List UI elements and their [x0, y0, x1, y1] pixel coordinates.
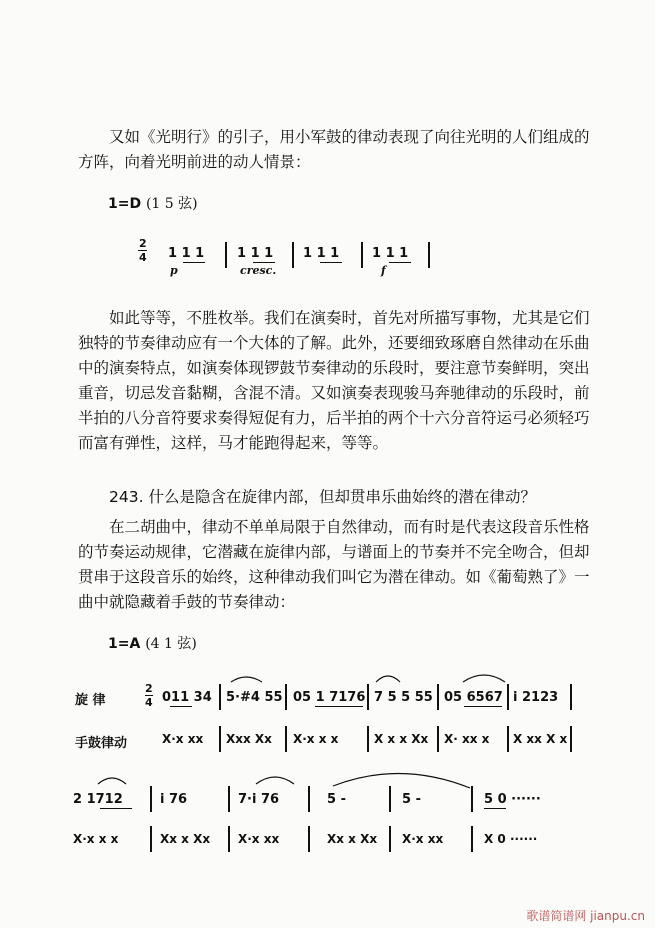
barline	[308, 826, 310, 852]
melody-measure: 7·i 76	[238, 792, 280, 807]
score2-tuning: (4 1 弦)	[145, 636, 197, 652]
barline	[471, 786, 473, 812]
score1-time-bottom: 4	[139, 251, 147, 264]
melody-measure: 7 5 5 55	[374, 690, 433, 705]
score1-tuning: (1 5 弦)	[145, 196, 198, 212]
paragraph-intro: 又如《光明行》的引子，用小军鼓的律动表现了向往光明的人们组成的方阵，向着光明前进的动人情景：	[78, 128, 590, 171]
score1-key-text: 1=D	[108, 196, 142, 212]
melody-measure: 05 6567	[444, 690, 503, 705]
barline	[389, 786, 391, 812]
melody-measure: 5 -	[327, 792, 346, 807]
paragraph-explanation: 如此等等，不胜枚举。我们在演奏时，首先对所描写事物，尤其是它们独特的节奏律动应有一个大体的了解。此外，还要细致琢磨自然律动在乐曲中的演奏特点，如演奏体现锣鼓节奏律动的乐段时，要注意节奏鲜明，突出重音，切忌发音黏糊，含混不清。又如演奏表现骏马奔驰律动的乐段时，前半拍的八分音符要求奏得短促有力，后半拍的两个十六分音符运弓必须轻巧而富有弹性，这样，马才能跑得起来，等等。	[78, 309, 590, 452]
score1-measure-2: 1 1 1	[237, 246, 274, 261]
drum-measure: X·x xx	[238, 832, 280, 846]
drum-measure: Xxx Xx	[226, 732, 272, 746]
dynamic-crescendo: cresc.	[240, 264, 277, 277]
drum-measure: X·x xx	[402, 832, 444, 846]
score2-time-bottom: 4	[145, 696, 153, 709]
drum-measure: X 0 ······	[484, 832, 538, 846]
score1-measure-1: 1 1 1	[168, 246, 205, 261]
drum-measure: X· xx x	[444, 732, 490, 746]
melody-measure: 5·#4 55	[226, 690, 283, 705]
drum-measure: X·x xx	[162, 732, 204, 746]
barline	[389, 826, 391, 852]
melody-measure: 011 34	[162, 690, 212, 705]
barline	[308, 786, 310, 812]
drum-measure: X x x Xx	[374, 732, 429, 746]
score2-time-top: 2	[145, 682, 153, 695]
melody-measure: 5 0 ······	[484, 792, 541, 807]
dynamic-piano: p	[170, 264, 178, 277]
melody-measure: i 76	[160, 792, 188, 807]
paragraph-latent-rhythm: 在二胡曲中，律动不单单局限于自然律动，而有时是代表这段音乐性格的节奏运动规律，它潜藏在旋律内部，与谱面上的节奏并不完全吻合，但却贯串于这段音乐的始终，这种律动我们叫它为潜在律动。如《葡萄熟了》一曲中就隐藏着手鼓的节奏律动：	[78, 518, 590, 611]
melody-measure: i 2123	[513, 690, 559, 705]
score2-key-text: 1=A	[108, 636, 141, 652]
barline	[150, 786, 152, 812]
watermark[interactable]: 歌谱简谱网 jianpu.cn	[526, 909, 645, 923]
barline	[150, 826, 152, 852]
melody-measure: 5 -	[402, 792, 421, 807]
melody-measure: 05 1 7176	[293, 690, 366, 705]
drum-measure: X xx X x	[513, 732, 568, 746]
score1-time-top: 2	[139, 237, 147, 250]
dynamic-forte: f	[381, 264, 386, 277]
barline	[228, 786, 230, 812]
barline	[228, 826, 230, 852]
barline	[471, 826, 473, 852]
drum-measure: X·x x x	[73, 832, 119, 846]
melody-measure: 2 1712	[73, 792, 123, 807]
drum-measure: Xx x Xx	[327, 832, 378, 846]
question-243: 243. 什么是隐含在旋律内部，但却贯串乐曲始终的潜在律动？	[109, 488, 536, 506]
drum-label: 手鼓律动	[75, 736, 128, 751]
score1-measure-4: 1 1 1	[372, 246, 409, 261]
drum-measure: X·x x x	[293, 732, 339, 746]
score1-measure-3: 1 1 1	[303, 246, 340, 261]
melody-label: 旋 律	[75, 693, 106, 708]
drum-measure: Xx x Xx	[160, 832, 211, 846]
